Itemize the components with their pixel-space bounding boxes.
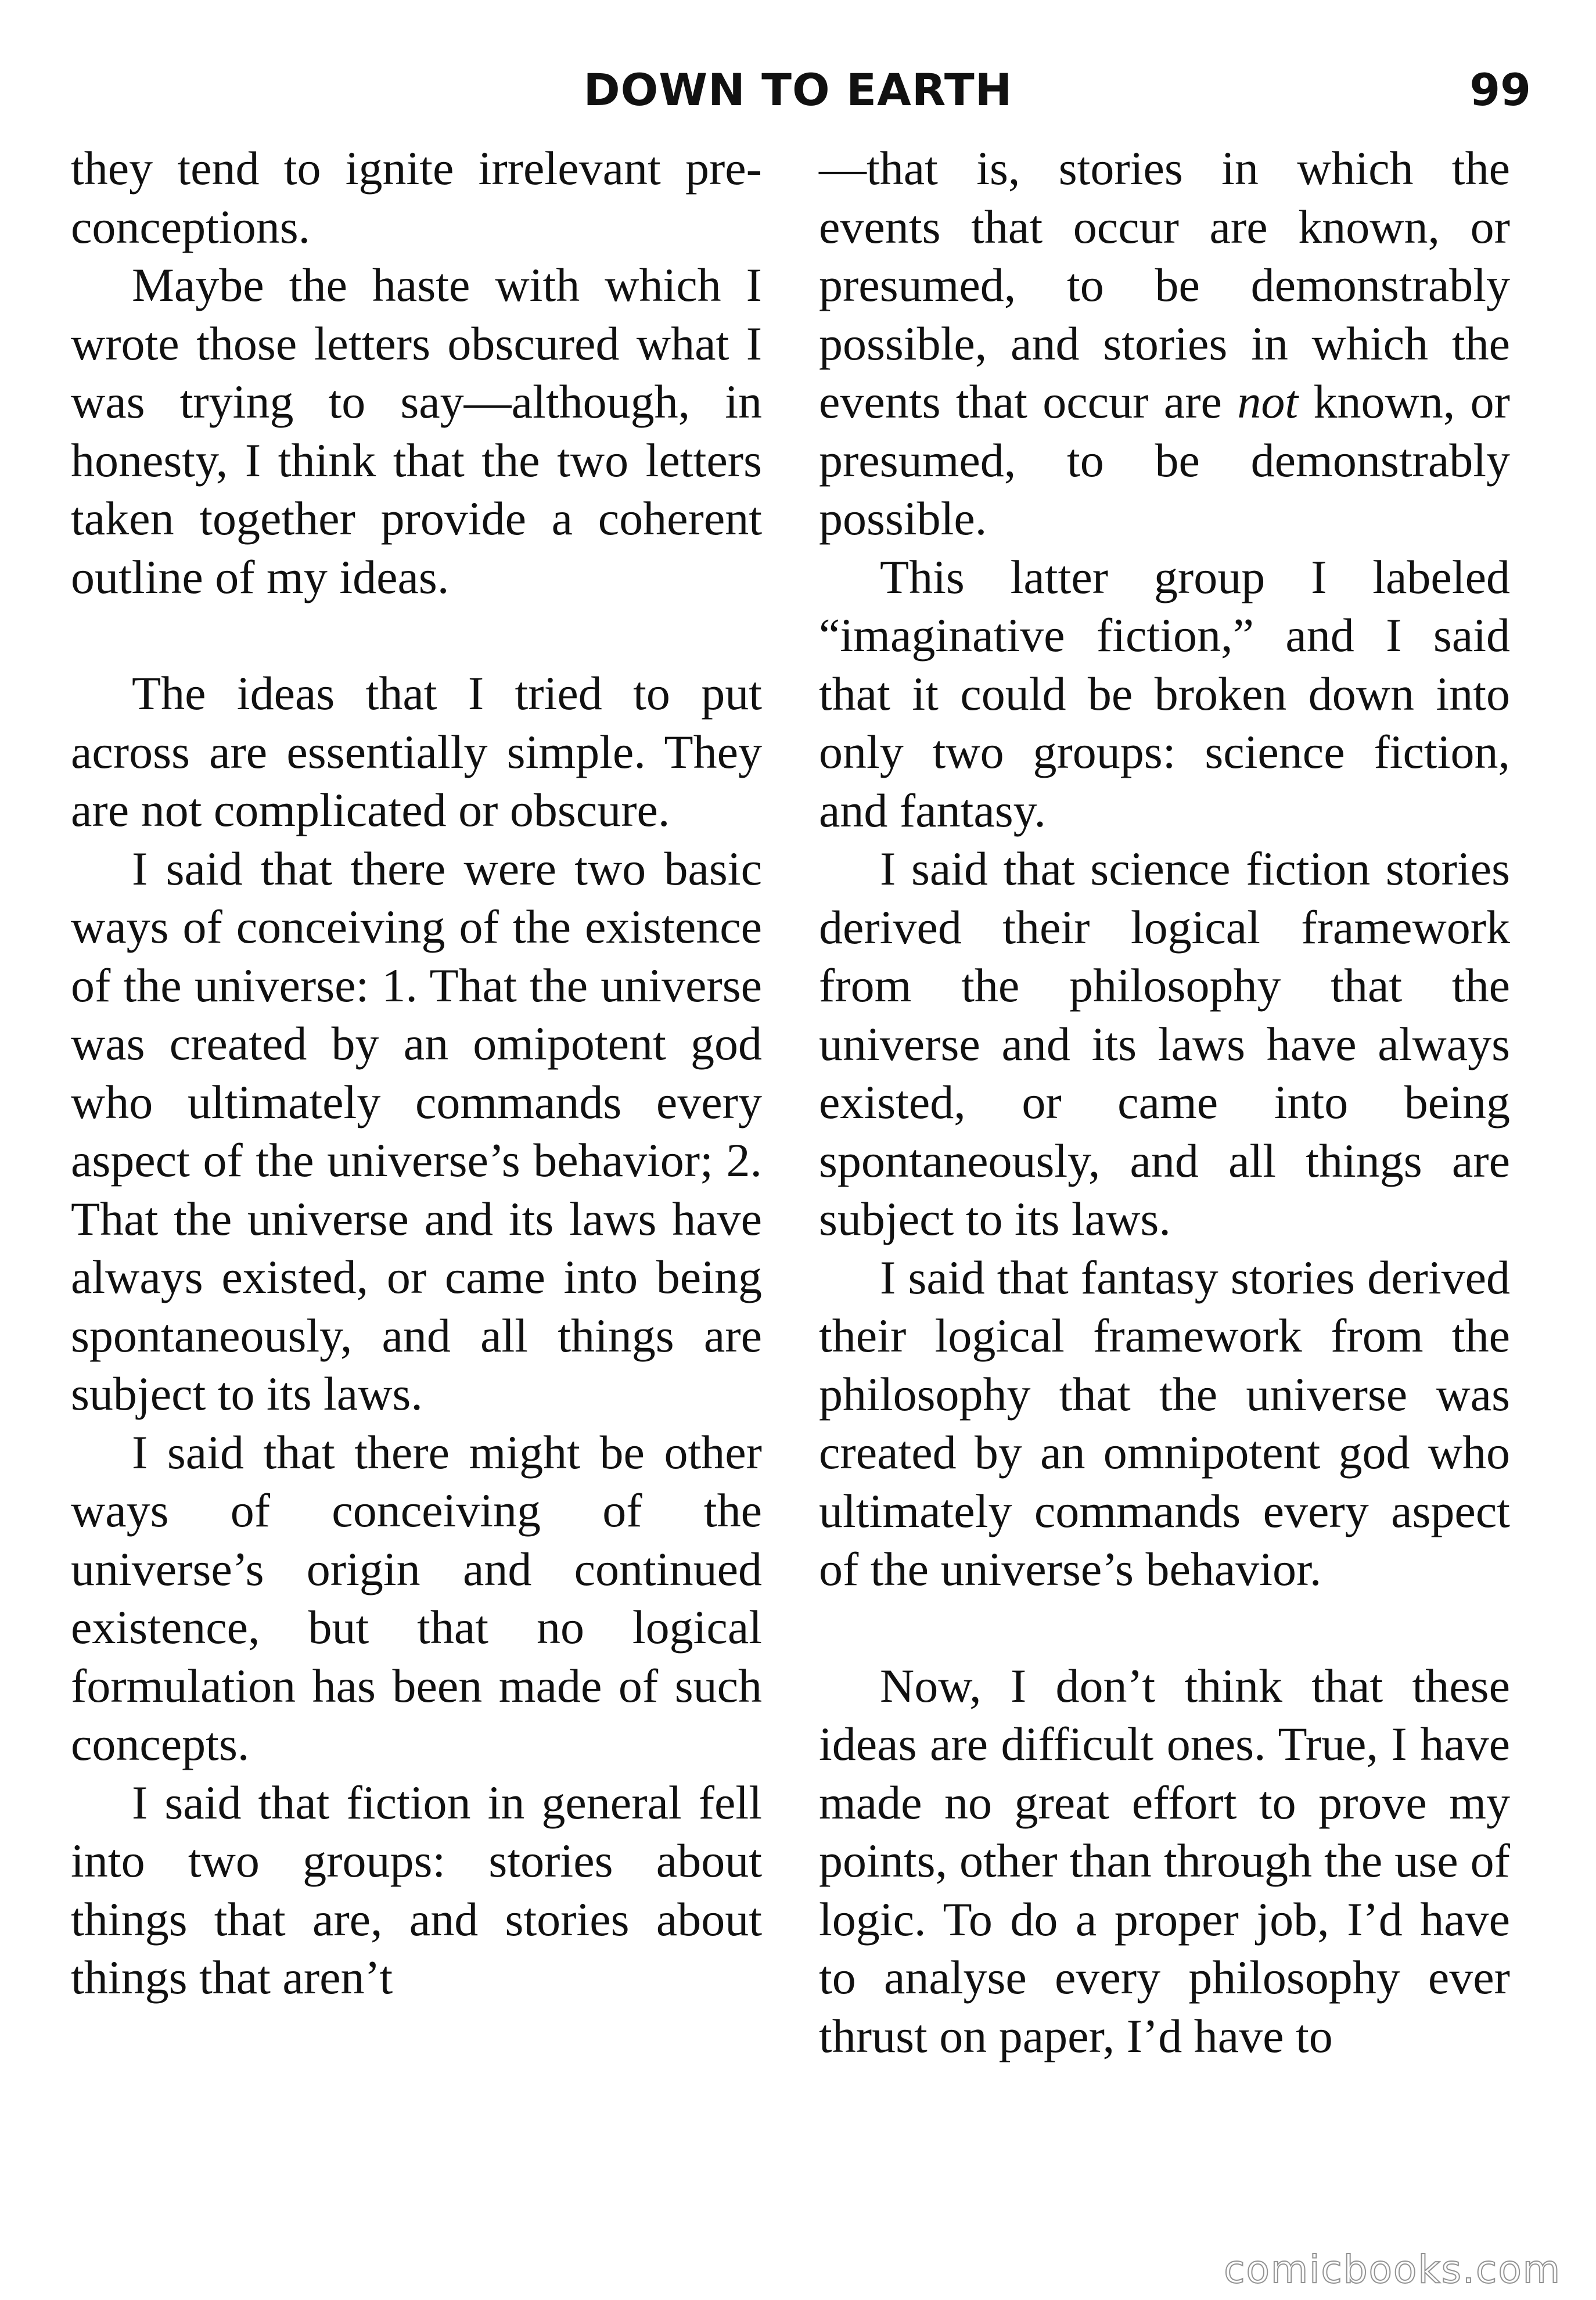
page-number: 99 bbox=[1469, 64, 1531, 116]
paragraph: I said that science fiction stories derived their logical framework from the philosophy that the universe and its laws have always existed, or came into being spontaneously, and all things are subject to its laws. bbox=[819, 842, 1510, 1245]
paragraph-text: known, or presumed, to be demonstrably possible. bbox=[819, 375, 1510, 545]
left-column bbox=[71, 139, 762, 2007]
paragraph: This latter group I labeled “imaginative fiction,” and I said that it could be broken down into only two groups: science fiction, and fantasy. bbox=[819, 550, 1510, 837]
running-title: DOWN TO EARTH bbox=[583, 64, 1013, 116]
paragraph bbox=[819, 139, 1510, 548]
right-column bbox=[819, 139, 1510, 2065]
paragraph: Maybe the haste with which I wrote those letters obscured what I was trying to say—although, in honesty, I think that the two letters taken together provide a coherent outline of my ideas. bbox=[71, 258, 762, 603]
watermark: comicbooks.com bbox=[1224, 2247, 1561, 2292]
paragraph: I said that fantasy stories derived their logical framework from the philosophy that the universe was created by an omnipotent god who ultimately commands every aspect of the universe’s behavior. bbox=[819, 1250, 1510, 1595]
paragraph: I said that there were two basic ways of conceiving of the existence of the universe: 1. That the universe was created by an omipotent god who ultimately commands every aspect of the universe’s behavior; 2. That the universe and its laws have always existed, or came into being spontaneously, and all things are subject to its laws. bbox=[71, 842, 762, 1420]
paragraph: Now, I don’t think that these ideas are difficult ones. True, I have made no great effort to prove my points, other than through the use of logic. To do a proper job, I’d have to analyse every philosophy ever thrust on paper, I’d have to bbox=[819, 1659, 1510, 2062]
paragraph-text: —that is, stories in which the events that occur are known, or presumed, to be demonstrably possible, and stories in which the events that occur are bbox=[819, 142, 1510, 428]
emphasis-text: not bbox=[1237, 375, 1299, 428]
paragraph: The ideas that I tried to put across are essentially simple. They are not complicated or obscure. bbox=[71, 667, 762, 836]
paragraph: they tend to ignite irrelevant pre-conceptions. bbox=[71, 142, 762, 253]
paragraph: I said that fiction in general fell into two groups: stories about things that are, and stories about things that aren’t bbox=[71, 1776, 762, 2004]
paragraph: I said that there might be other ways of conceiving of the universe’s origin and continued existence, but that no logical formulation has been made of such concepts. bbox=[71, 1425, 762, 1770]
page-header bbox=[0, 58, 1596, 122]
